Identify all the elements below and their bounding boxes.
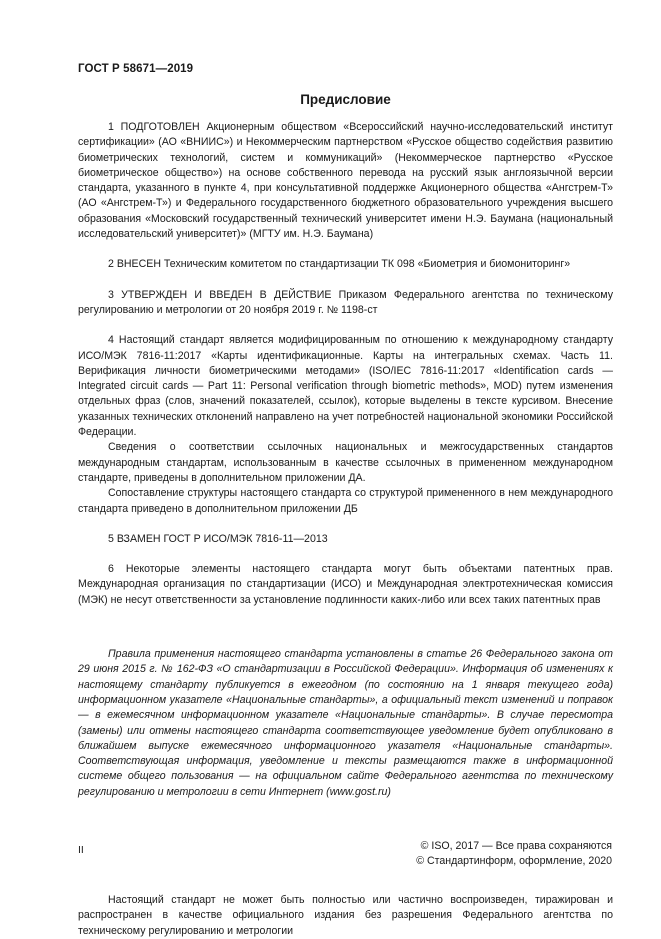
section-4-structure-paragraph: Сопоставление структуры настоящего стандарта со структурой примененного в нем международного стандарта приведено в дополнительном приложении ДБ: [78, 487, 613, 515]
section-3-paragraph: 3 УТВЕРЖДЕН И ВВЕДЕН В ДЕЙСТВИЕ Приказом Федерального агентства по техническому регулированию и метрологии от 20 ноября 2019 г. № 1198-ст: [78, 288, 613, 316]
page-number: II: [78, 844, 84, 856]
page-title: Предисловие: [300, 92, 391, 107]
section-4-paragraph: 4 Настоящий стандарт является модифицированным по отношению к международному стандарту ИСО/МЭК 7816-11:2017 «Карты идентификационные. Карты на интегральных схемах. Часть 11. Верификация личности биометрическими методами» (ISO/IEC 7816-11:2017 «Identification cards — Integrated circuit cards — Part 11: Personal verification through biometric methods», MOD) путем изменения отдельных фраз (слов, значений показателей, ссылок), которые выделены в тексте курсивом. Внесение указанных технических отклонений направлено на учет потребностей национальной экономики Российской Федерации.: [78, 334, 613, 439]
section-4-references-paragraph: Сведения о соответствии ссылочных национальных и межгосударственных стандартов международным стандартам, использованным в качестве ссылочных в примененном международном стандарте, приведены в дополнительном приложении ДА.: [78, 441, 613, 484]
section-2-paragraph: 2 ВНЕСЕН Техническим комитетом по стандартизации ТК 098 «Биометрия и биомониторинг»: [108, 258, 571, 271]
rules-notice: Правила применения настоящего стандарта установлены в статье 26 Федерального закона от 29 июня 2015 г. № 162-ФЗ «О стандартизации в Российской Федерации». Информация об изменениях к настоящему стандарту публикуется в ежегодном (по состоянию на 1 января текущего года) информационном указателе «Национальные стандарты», а официальный текст изменений и поправок — в ежемесячном информационном указателе «Национальные стандарты». В случае пересмотра (замены) или отмены настоящего стандарта соответствующее уведомление будет опубликовано в ближайшем выпуске ежемесячного информационного указателя «Национальные стандарты». Соответствующая информация, уведомление и тексты размещаются также в информационной системе общего пользования — на официальном сайте Федерального агентства по техническому регулированию и метрологии в сети Интернет (www.gost.ru): [78, 648, 613, 798]
standartinform-copyright: © Стандартинформ, оформление, 2020: [416, 854, 612, 867]
section-6-paragraph: 6 Некоторые элементы настоящего стандарта могут быть объектами патентных прав. Международная организация по стандартизации (ИСО) и Международная электротехническая комиссия (МЭК) не несут ответственности за установление подлинности каких-либо или всех таких патентных прав: [78, 563, 613, 606]
section-1-paragraph: 1 ПОДГОТОВЛЕН Акционерным обществом «Всероссийский научно-исследовательский институт сертификации» (АО «ВНИИС») и Некоммерческим партнерством «Русское общество содействия развитию биометрических технологий, систем и коммуникаций» (Некоммерческое партнерство «Русское биометрическое общество») на основе собственного перевода на русский язык англоязычной версии стандарта, указанного в пункте 4, при консультативной поддержке Акционерного общества «Ангстрем-Т» (АО «Ангстрем-Т») и Федерального государственного бюджетного образовательного учреждения высшего образования «Московский государственный технический университет имени Н.Э. Баумана (национальный исследовательский университет)» (МГТУ им. Н.Э. Баумана): [78, 121, 613, 241]
section-5-paragraph: 5 ВЗАМЕН ГОСТ Р ИСО/МЭК 7816-11—2013: [108, 532, 328, 545]
iso-copyright: © ISO, 2017 — Все права сохраняются: [420, 839, 612, 852]
foreword-body: [78, 120, 613, 939]
document-code: ГОСТ Р 58671—2019: [78, 63, 194, 75]
reproduction-notice: Настоящий стандарт не может быть полностью или частично воспроизведен, тиражирован и распространен в качестве официального издания без разрешения Федерального агентства по техническому регулированию и метрологии: [78, 893, 613, 937]
